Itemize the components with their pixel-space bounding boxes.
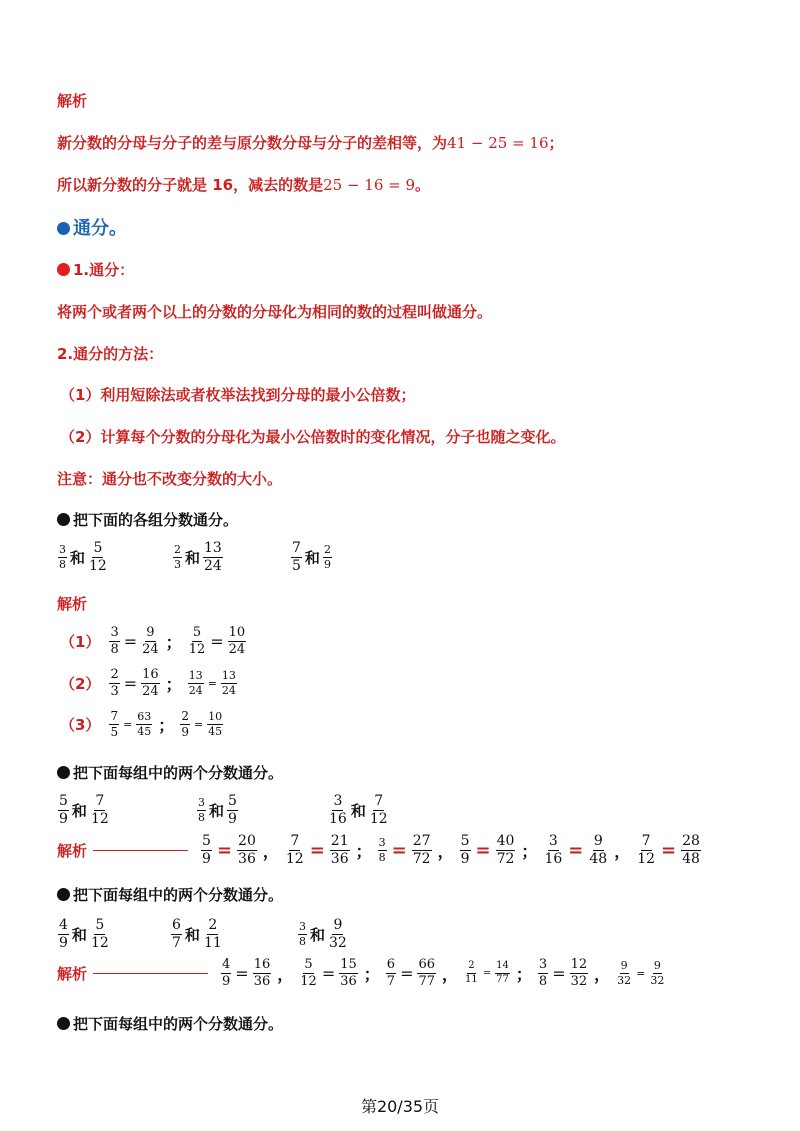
exercise-3-pair-2: $\frac{6}{7}$ 和 $\frac{2}{11}$	[172, 917, 222, 951]
fraction: $\frac{7}{12}$	[90, 793, 109, 827]
analysis-line-2-text: 所以新分数的分子就是 16，减去的数是	[57, 176, 324, 194]
fraction: $\frac{5}{12}$	[188, 625, 206, 657]
fraction: $\frac{7}{5}$	[292, 540, 301, 574]
fraction: $\frac{16}{24}$	[142, 667, 159, 699]
method-note: 注意：通分也不改变分数的大小。	[57, 470, 283, 488]
fraction: $\frac{2}{11}$	[203, 917, 222, 951]
exercise-2-analysis: 解析	[57, 841, 88, 860]
exercise-2-pair-3: $\frac{3}{16}$ 和 $\frac{7}{12}$	[329, 793, 388, 827]
fraction: $\frac{9}{32}$	[329, 917, 347, 951]
definition-heading	[57, 259, 134, 280]
fraction: $\frac{2}{9}$	[323, 543, 331, 571]
exercise-1-answer-1: （1） $\frac{3}{8}$ = $\frac{9}{24}$ ； $\frac{5}{12}$ = $\frac{10}{24}$	[60, 625, 246, 657]
fraction: $\frac{13}{24}$	[204, 540, 222, 574]
answer-label: （2）	[60, 674, 101, 693]
fraction: $\frac{3}{8}$	[59, 543, 66, 571]
analysis-line-1	[57, 132, 564, 153]
section-title-text: 通分。	[73, 218, 127, 239]
fraction: $\frac{3}{8}$	[110, 625, 119, 657]
method-step-2: （2）计算每个分数的分母化为最小公倍数时的变化情况，分子也随之变化。	[60, 428, 566, 446]
fraction: $\frac{5}{12}$	[90, 917, 109, 951]
answer-rule	[93, 973, 208, 974]
black-bullet-icon	[57, 513, 70, 526]
answer-label: （3）	[60, 715, 101, 734]
fraction: $\frac{12}{32}$	[570, 957, 588, 989]
exercise-3-pair-3: $\frac{3}{8}$ 和 $\frac{9}{32}$	[299, 917, 347, 951]
fraction: $\frac{2}{3}$	[174, 543, 181, 571]
black-bullet-icon	[57, 1017, 70, 1030]
fraction: $\frac{3}{16}$	[544, 833, 563, 867]
fraction: $\frac{66}{77}$	[418, 957, 436, 989]
exercise-2-prompt-text: 把下面每组中的两个分数通分。	[73, 764, 284, 782]
exercise-1-analysis: 解析	[57, 595, 88, 613]
exercise-1-prompt-text: 把下面的各组分数通分。	[73, 511, 239, 529]
fraction: $\frac{5}{9}$	[460, 833, 470, 867]
fraction: $\frac{21}{36}$	[330, 833, 349, 867]
fraction: $\frac{9}{48}$	[589, 833, 608, 867]
conjunction: 和	[304, 548, 320, 567]
exercise-3-prompt	[57, 884, 283, 905]
exercise-3-prompt-text: 把下面每组中的两个分数通分。	[73, 886, 284, 904]
fraction: $\frac{5}{12}$	[89, 540, 107, 574]
fraction: $\frac{28}{48}$	[682, 833, 700, 867]
fraction: $\frac{13}{24}$	[221, 669, 236, 697]
analysis-line-1-math: 41 − 25 = 16	[447, 134, 549, 152]
analysis-line-2	[57, 174, 430, 195]
fraction: $\frac{2}{11}$	[465, 960, 478, 985]
exercise-1-pair-2	[172, 541, 224, 573]
fraction: $\frac{9}{24}$	[142, 625, 159, 657]
blue-bullet-icon	[57, 222, 70, 235]
fraction: $\frac{3}{8}$	[198, 796, 205, 824]
method-step-1: （1）利用短除法或者枚举法找到分母的最小公倍数；	[60, 386, 416, 404]
conjunction: 和	[185, 548, 201, 567]
fraction: $\frac{6}{7}$	[172, 917, 181, 951]
exercise-1-pair-1	[57, 541, 109, 573]
fraction: $\frac{2}{9}$	[181, 709, 189, 739]
analysis-line-1-text: 新分数的分母与分子的差与原分数分母与分子的差相等，为	[57, 134, 448, 152]
exercise-2-pair-2: $\frac{3}{8}$ 和 $\frac{5}{9}$	[198, 793, 237, 827]
fraction: $\frac{5}{9}$	[228, 793, 237, 827]
fraction: $\frac{4}{9}$	[59, 917, 68, 951]
conjunction: 和	[70, 548, 86, 567]
fraction: $\frac{9}{32}$	[650, 959, 665, 987]
exercise-3-pair-1: $\frac{4}{9}$ 和 $\frac{5}{12}$	[59, 917, 109, 951]
exercise-2-pair-1: $\frac{5}{9}$ 和 $\frac{7}{12}$	[59, 793, 109, 827]
exercise-4-prompt	[57, 1013, 283, 1034]
fraction: $\frac{9}{32}$	[617, 959, 632, 987]
answer-label: （1）	[60, 632, 101, 651]
fraction: $\frac{3}{8}$	[538, 957, 548, 989]
fraction: $\frac{7}{12}$	[369, 793, 388, 827]
fraction: $\frac{10}{45}$	[208, 710, 223, 738]
fraction: $\frac{7}{5}$	[110, 709, 119, 739]
fraction: $\frac{27}{72}$	[412, 833, 431, 867]
fraction: $\frac{10}{24}$	[228, 625, 246, 657]
fraction: $\frac{15}{36}$	[340, 957, 357, 989]
fraction: $\frac{3}{8}$	[299, 920, 306, 948]
fraction: $\frac{40}{72}$	[496, 833, 515, 867]
fraction: $\frac{13}{24}$	[188, 669, 203, 697]
page-number: 第20/35页	[360, 1097, 440, 1116]
exercise-1-answer-2: （2） $\frac{2}{3}$ = $\frac{16}{24}$ ； $\frac{13}{24}$ = $\frac{13}{24}$	[60, 667, 236, 699]
exercise-1-answer-3: （3） $\frac{7}{5}$ = $\frac{63}{45}$ ； $\frac{2}{9}$ = $\frac{10}{45}$	[60, 709, 223, 739]
fraction: $\frac{4}{9}$	[222, 957, 231, 989]
exercise-3-analysis: 解析	[57, 964, 88, 983]
fraction: $\frac{6}{7}$	[386, 957, 396, 989]
exercise-1-pair-3	[290, 541, 333, 573]
fraction: $\frac{5}{9}$	[202, 833, 211, 867]
fraction: $\frac{3}{16}$	[329, 793, 347, 827]
definition-heading-text: 1.通分：	[73, 261, 135, 279]
exercise-1-prompt	[57, 509, 238, 530]
exercise-4-prompt-text: 把下面每组中的两个分数通分。	[73, 1015, 284, 1033]
fraction: $\frac{5}{12}$	[300, 957, 317, 989]
analysis-line-2-math: 25 − 16 = 9	[323, 176, 416, 194]
analysis-heading: 解析	[57, 92, 88, 110]
analysis-line-1-end: ；	[548, 134, 564, 152]
fraction: $\frac{3}{8}$	[378, 836, 386, 864]
exercise-3-answer-row: 解析 $\frac{4}{9}$ = $\frac{16}{36}$ ， $\frac{5}{12}$ = $\frac{15}{36}$ ； $\frac{6}{7}$ = $\frac{66}{77}$ ， $\frac{2}{11}$ = $\frac{14}{77}$ ； $\frac{3}{8}$ = $\frac{12}{32}$ ， $\frac{9}{32}$ = $\frac{9}{32}$	[57, 957, 665, 989]
black-bullet-icon	[57, 888, 70, 901]
exercise-2-prompt	[57, 762, 283, 783]
fraction: $\frac{16}{36}$	[253, 957, 271, 989]
fraction: $\frac{5}{9}$	[59, 793, 68, 827]
method-heading: 2.通分的方法：	[57, 345, 164, 363]
fraction: $\frac{63}{45}$	[137, 710, 152, 738]
fraction: $\frac{2}{3}$	[110, 667, 119, 699]
fraction: $\frac{20}{36}$	[238, 833, 256, 867]
answer-rule	[93, 850, 188, 851]
section-title	[57, 214, 127, 240]
fraction: $\frac{14}{77}$	[496, 960, 509, 985]
black-bullet-icon	[57, 766, 70, 779]
fraction: $\frac{7}{12}$	[285, 833, 304, 867]
definition-body: 将两个或者两个以上的分数的分母化为相同的数的过程叫做通分。	[57, 303, 493, 321]
analysis-line-2-end: 。	[415, 176, 431, 194]
red-bullet-icon	[57, 263, 70, 276]
fraction: $\frac{7}{12}$	[637, 833, 656, 867]
exercise-2-answer-row: 解析 $\frac{5}{9}$ = $\frac{20}{36}$ ， $\frac{7}{12}$ = $\frac{21}{36}$ ； $\frac{3}{8}$ = $\frac{27}{72}$ ， $\frac{5}{9}$ = $\frac{40}{72}$ ； $\frac{3}{16}$ = $\frac{9}{48}$ ， $\frac{7}{12}$ = $\frac{28}{48}$	[57, 833, 700, 867]
